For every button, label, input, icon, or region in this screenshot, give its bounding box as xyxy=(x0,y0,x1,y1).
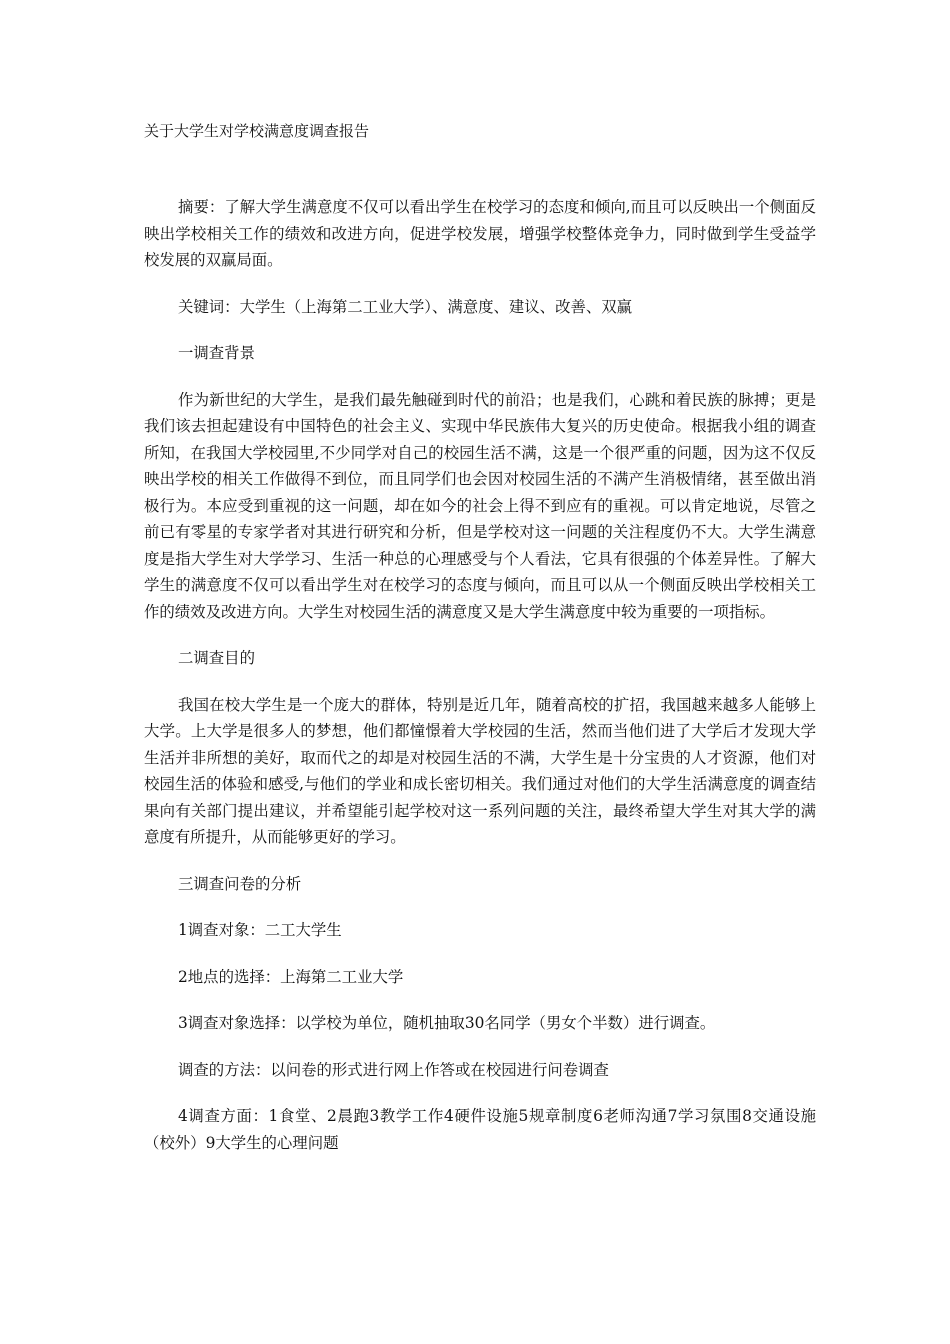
abstract-paragraph: 摘要：了解大学生满意度不仅可以看出学生在校学习的态度和倾向,而且可以反映出一个侧面反映出学校相关工作的绩效和改进方向，促进学校发展，增强学校整体竞争力，同时做到学生受益学校发展的双赢局面。 xyxy=(144,198,816,269)
analysis-item-4: 4调查方面：1食堂、2晨跑3教学工作4硬件设施5规章制度6老师沟通7学习氛围8交通设施（校外）9大学生的心理问题 xyxy=(144,1107,816,1152)
analysis-item-1: 1调查对象：二工大学生 xyxy=(178,921,342,939)
purpose-paragraph: 我国在校大学生是一个庞大的群体，特别是近几年，随着高校的扩招，我国越来越多人能够上大学。上大学是很多人的梦想，他们都憧憬着大学校园的生活，然而当他们进了大学后才发现大学生活并非所想的美好，取而代之的却是对校园生活的不满，大学生是十分宝贵的人才资源，他们对校园生活的体验和感受,与他们的学业和成长密切相关。我们通过对他们的大学生活满意度的调查结果向有关部门提出建议，并希望能引起学校对这一系列问题的关注，最终希望大学生对其大学的满意度有所提升，从而能够更好的学习。 xyxy=(144,695,816,846)
section-heading-background: 一调查背景 xyxy=(178,344,255,362)
analysis-item-3: 3调查对象选择：以学校为单位，随机抽取30名同学（男女个半数）进行调查。 xyxy=(178,1014,716,1032)
analysis-method: 调查的方法：以问卷的形式进行网上作答或在校园进行问卷调查 xyxy=(178,1060,609,1079)
document-title: 关于大学生对学校满意度调查报告 xyxy=(144,122,370,140)
section-heading-purpose: 二调查目的 xyxy=(178,649,255,667)
section-heading-analysis: 三调查问卷的分析 xyxy=(178,874,302,893)
analysis-item-2: 2地点的选择：上海第二工业大学 xyxy=(178,967,404,986)
keywords-paragraph: 关键词：大学生（上海第二工业大学）、满意度、建议、改善、双赢 xyxy=(178,297,633,316)
document-page xyxy=(144,118,816,1176)
background-paragraph: 作为新世纪的大学生，是我们最先触碰到时代的前沿；也是我们，心跳和着民族的脉搏；更是我们该去担起建设有中国特色的社会主义、实现中华民族伟大复兴的历史使命。根据我小组的调查所知，在我国大学校园里,不少同学对自己的校园生活不满，这是一个很严重的问题，因为这不仅反映出学校的相关工作做得不到位，而且同学们也会因对校园生活的不满产生消极情绪，甚至做出消极行为。本应受到重视的这一问题，却在如今的社会上得不到应有的重视。可以肯定地说，尽管之前已有零星的专家学者对其进行研究和分析，但是学校对这一问题的关注程度仍不大。大学生满意度是指大学生对大学学习、生活一种总的心理感受与个人看法，它具有很强的个体差异性。了解大学生的满意度不仅可以看出学生对在校学习的态度与倾向，而且可以从一个侧面反映出学校相关工作的绩效及改进方向。大学生对校园生活的满意度又是大学生满意度中较为重要的一项指标。 xyxy=(144,390,816,621)
